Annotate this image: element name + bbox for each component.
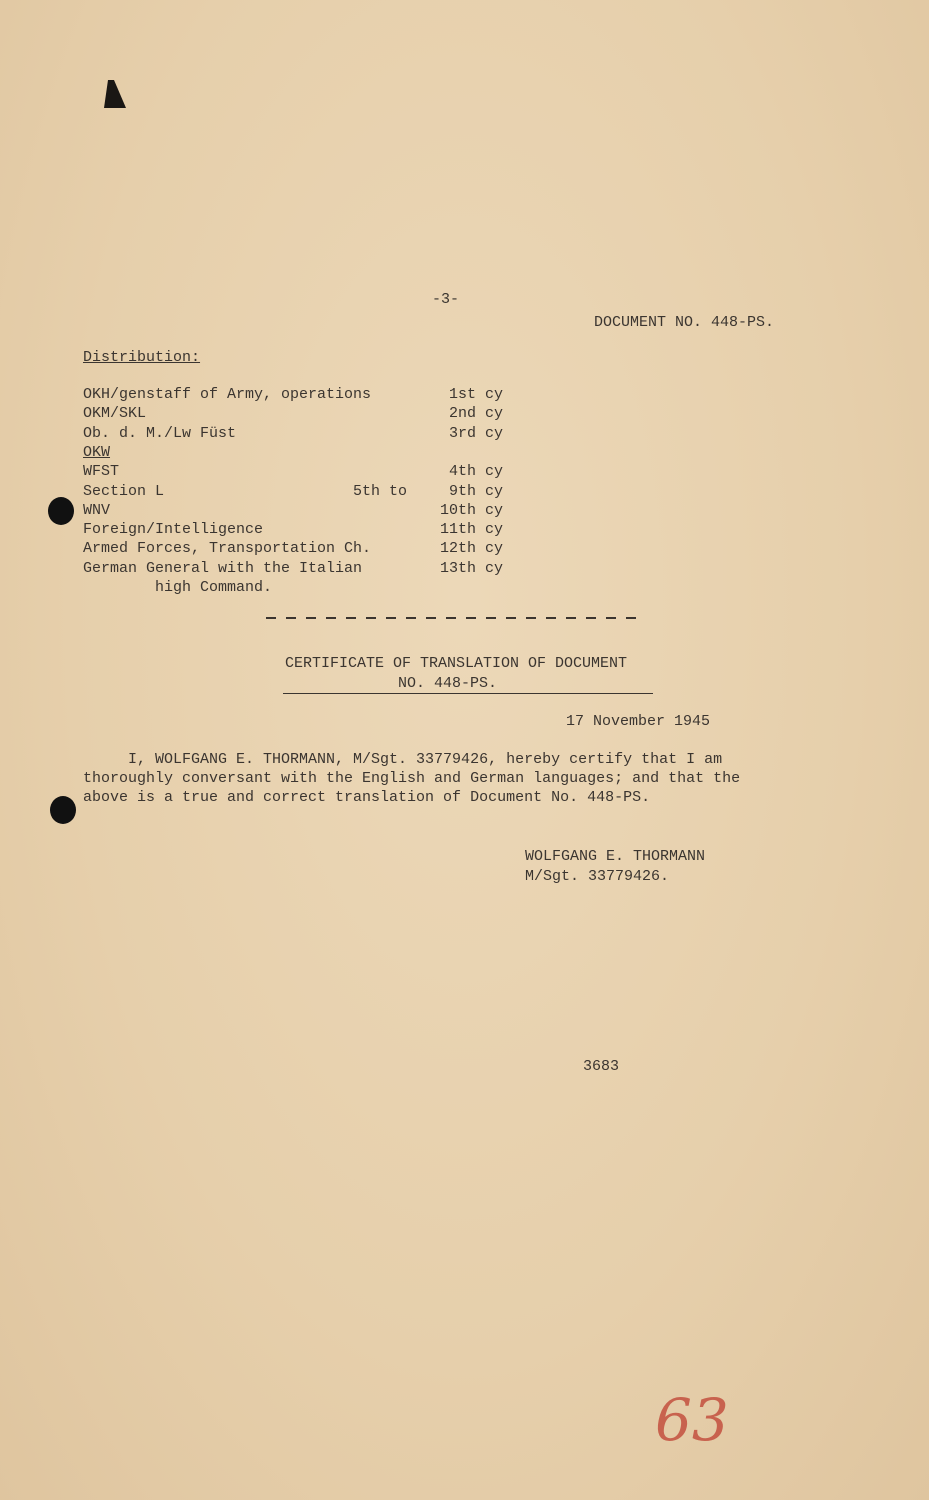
distribution-copy: 2nd cy — [448, 405, 503, 422]
distribution-recipient: German General with the Italian — [83, 560, 363, 577]
distribution-recipient: Foreign/Intelligence — [83, 521, 264, 538]
certificate-body — [83, 750, 793, 807]
certificate-title-line2: NO. 448-PS. — [398, 675, 498, 692]
certificate-title-line1: CERTIFICATE OF TRANSLATION OF DOCUMENT — [285, 655, 628, 672]
distribution-copy: 13th cy — [439, 560, 503, 577]
distribution-copy-range: 5th to — [353, 483, 408, 500]
distribution-copy: 9th cy — [448, 483, 503, 500]
certificate-underline — [283, 693, 653, 694]
distribution-recipient: Section L — [83, 483, 165, 500]
distribution-recipient: OKW — [83, 444, 111, 461]
distribution-copy: 12th cy — [439, 540, 503, 557]
distribution-row — [83, 386, 503, 405]
distribution-row — [83, 502, 503, 521]
distribution-row — [83, 425, 503, 444]
handwritten-number: 63 — [655, 1386, 729, 1454]
document-number: DOCUMENT NO. 448-PS. — [594, 314, 775, 331]
distribution-recipient: Armed Forces, Transportation Ch. — [83, 540, 372, 557]
distribution-recipient: high Command. — [83, 579, 273, 596]
distribution-copy: 1st cy — [448, 386, 503, 403]
distribution-heading: Distribution: — [83, 349, 201, 366]
distribution-copy: 4th cy — [448, 463, 503, 480]
distribution-row — [83, 579, 503, 598]
distribution-recipient: WNV — [83, 502, 111, 519]
distribution-recipient: Ob. d. M./Lw Füst — [83, 425, 237, 442]
certificate-body-line: above is a true and correct translation of Document No. 448-PS. — [83, 789, 651, 806]
distribution-row — [83, 483, 503, 502]
certificate-body-line: thoroughly conversant with the English and German languages; and that the — [83, 770, 741, 787]
folio-number: 3683 — [583, 1058, 620, 1075]
distribution-row — [83, 463, 503, 482]
signature-rank: M/Sgt. 33779426. — [525, 868, 670, 885]
distribution-copy: 11th cy — [439, 521, 503, 538]
distribution-copy: 10th cy — [439, 502, 503, 519]
corner-mark-icon — [100, 78, 130, 110]
signature-name: WOLFGANG E. THORMANN — [525, 848, 706, 865]
distribution-row — [83, 560, 503, 579]
distribution-row — [83, 521, 503, 540]
distribution-recipient: WFST — [83, 463, 120, 480]
certificate-date: 17 November 1945 — [566, 713, 711, 730]
separator-line — [266, 617, 644, 619]
page-number: -3- — [432, 291, 460, 308]
punch-hole-icon — [48, 497, 74, 525]
distribution-recipient: OKH/genstaff of Army, operations — [83, 386, 372, 403]
distribution-row — [83, 444, 503, 463]
distribution-recipient: OKM/SKL — [83, 405, 147, 422]
distribution-row — [83, 405, 503, 424]
certificate-body-line: I, WOLFGANG E. THORMANN, M/Sgt. 33779426, hereby certify that I am — [83, 751, 723, 768]
distribution-copy: 3rd cy — [448, 425, 503, 442]
distribution-row — [83, 540, 503, 559]
punch-hole-icon — [50, 796, 76, 824]
